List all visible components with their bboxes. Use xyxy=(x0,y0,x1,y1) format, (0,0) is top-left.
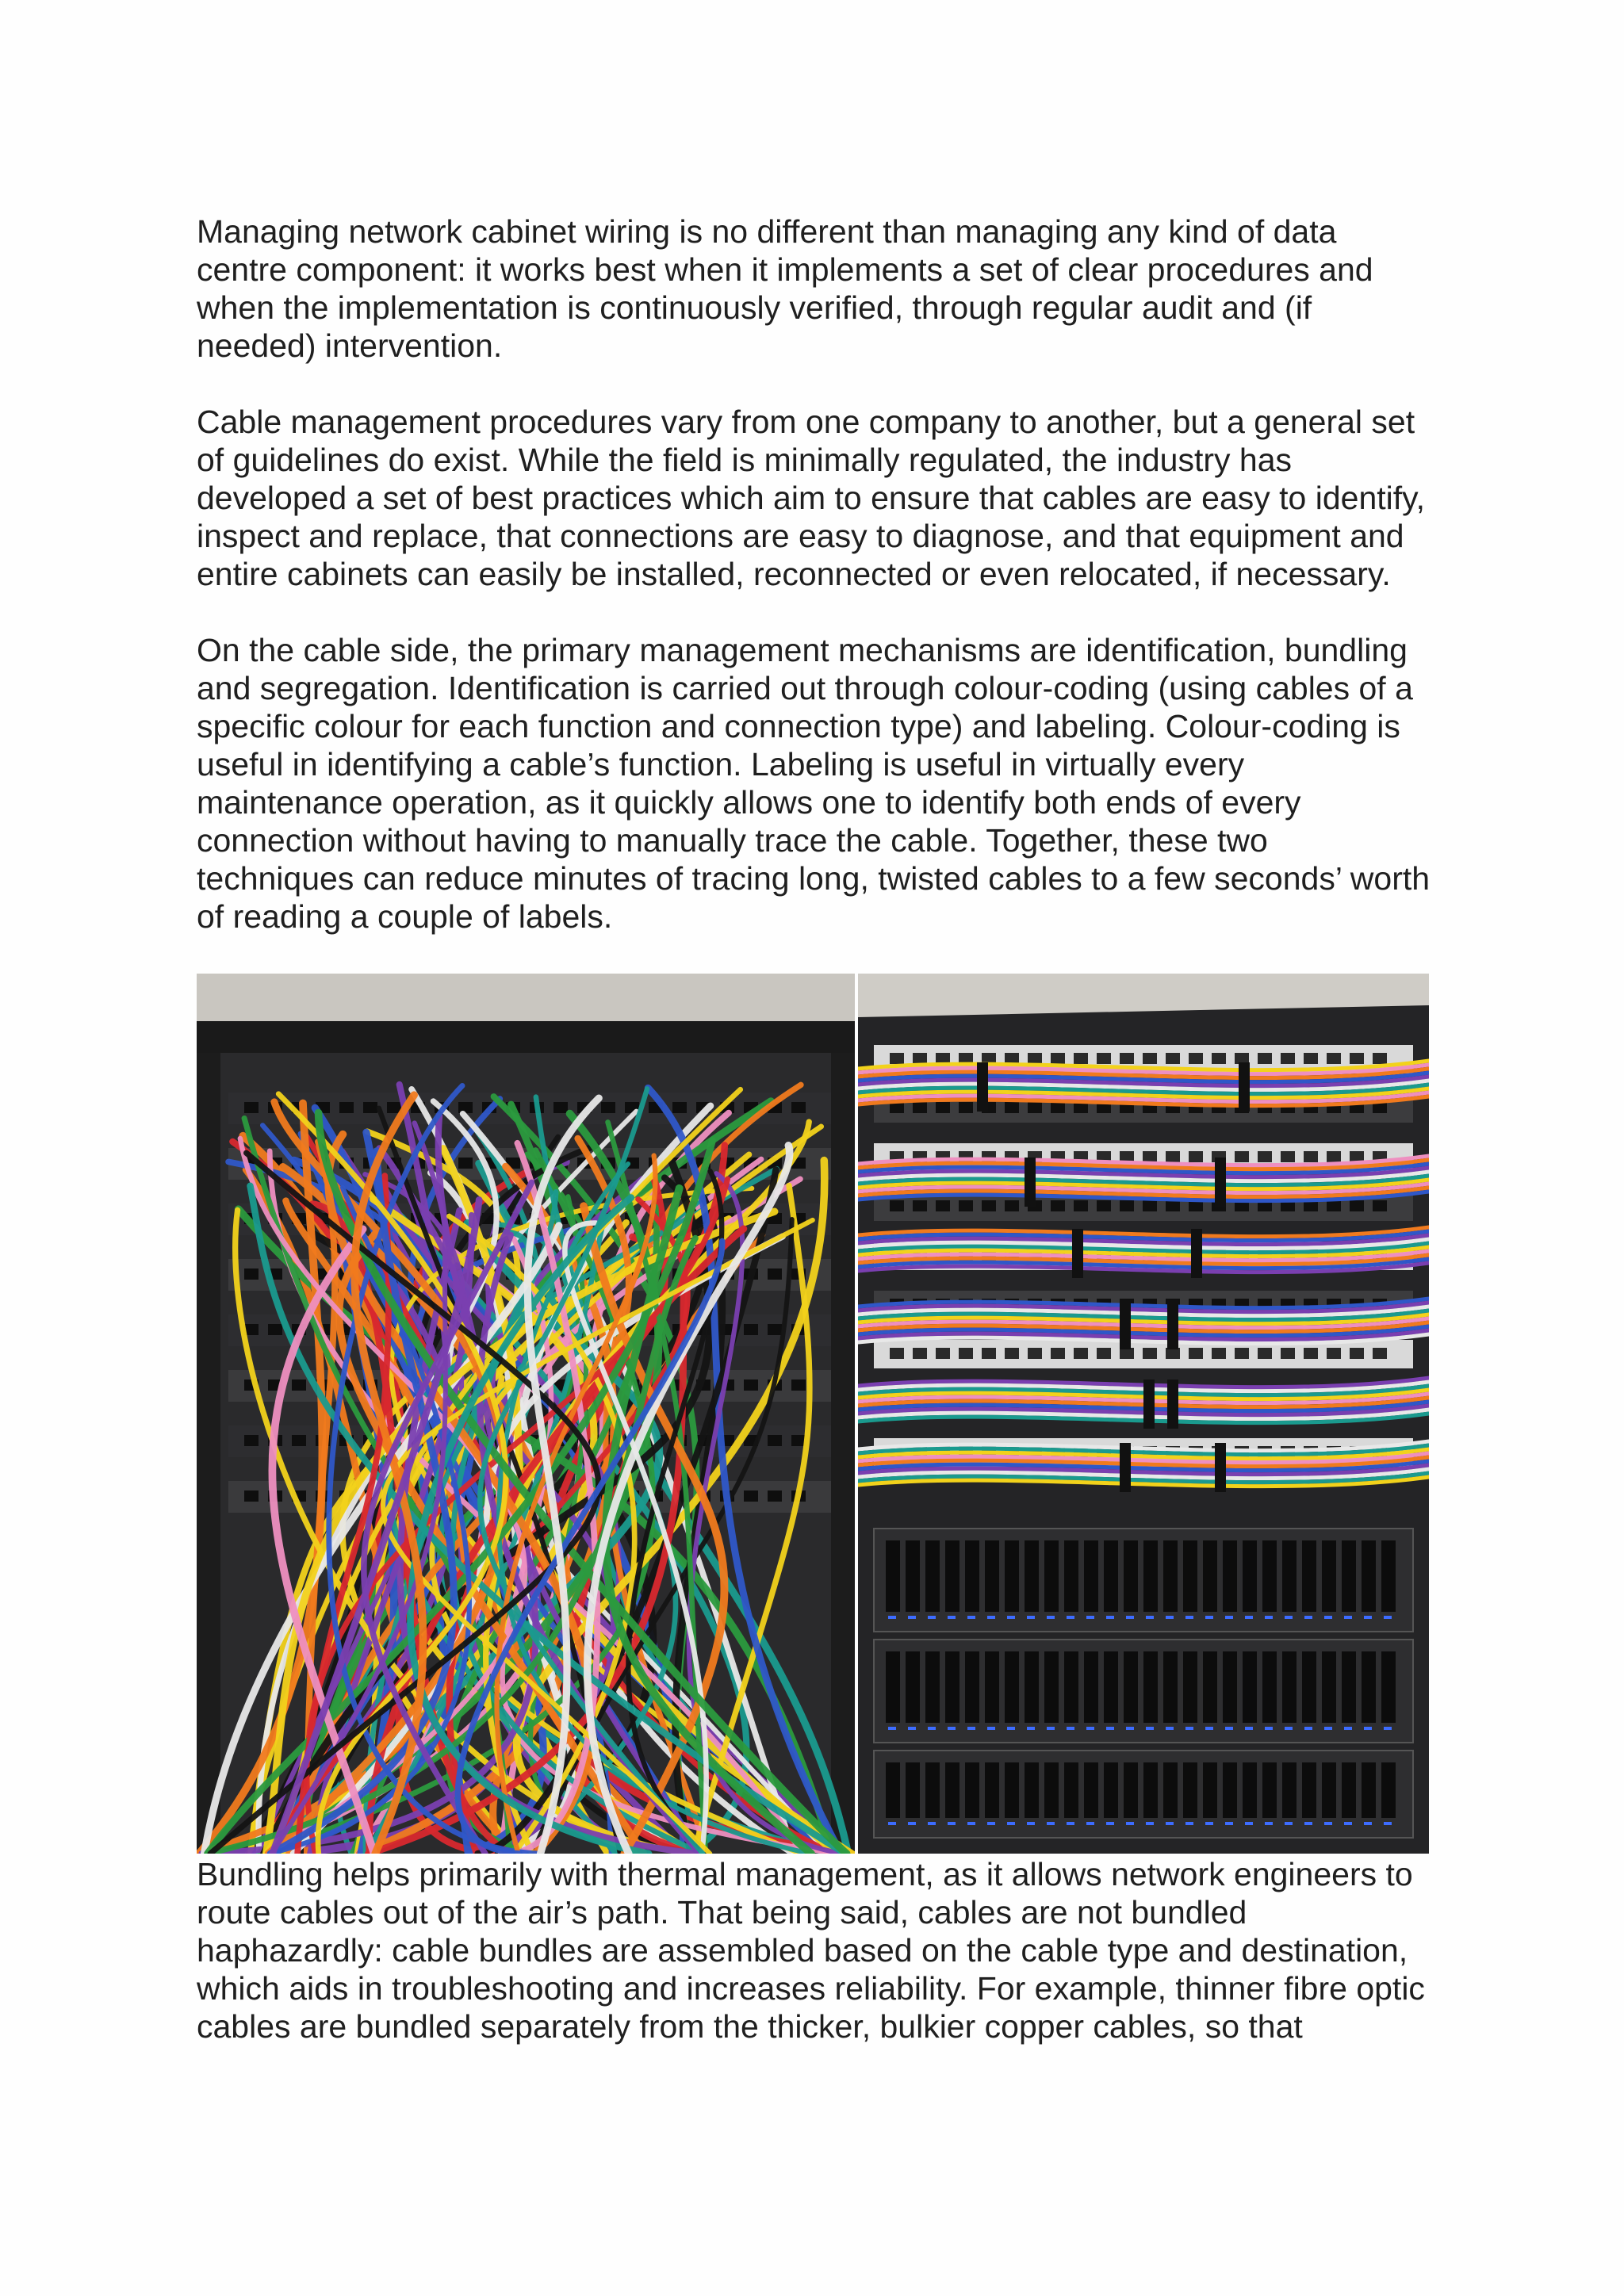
paragraph-identification: On the cable side, the primary management mechanisms are identification, bundling and segregation. Identification is carried out through colour-coding (using cables of a specific colour for each function and connection type) and labeling. Colour-coding is useful in identifying a cable’s function. Labeling is useful in virtually every maintenance operation, as it quickly allows one to identify both ends of every connection without having to manually trace the cable. Together, these two techniques can reduce minutes of tracing long, twisted cables to a few seconds’ worth of reading a couple of labels. xyxy=(197,632,1431,935)
paragraph-bundling: Bundling helps primarily with thermal management, as it allows network engineers to route cables out of the air’s path. That being said, cables are not bundled haphazardly: cable bundles are assembled based on the cable type and destination, which aids in troubleshooting and increases reliability. For example, thinner fibre optic cables are bundled separately from the thicker, bulkier copper cables, so that xyxy=(197,1856,1425,2045)
messy-cables-illustration xyxy=(197,974,855,1854)
messy-cabinet-photo xyxy=(197,974,855,1854)
paragraph-procedures: Cable management procedures vary from one company to another, but a general set of guidelines do exist. While the field is minimally regulated, the industry has developed a set of best practices which aim to ensure that cables are easy to identify, inspect and replace, that connections are easy to diagnose, and that equipment and entire cabinets can easily be installed, reconnected or even relocated, if necessary. xyxy=(197,404,1425,592)
document-page xyxy=(197,212,1434,2084)
paragraph-intro: Managing network cabinet wiring is no different than managing any kind of data centre component: it works best when it implements a set of clear procedures and when the implementation is continuously verified, through regular audit and (if needed) intervention. xyxy=(197,213,1373,364)
organized-cabinet-photo xyxy=(858,974,1429,1854)
cabinet-comparison-figure xyxy=(197,974,1429,1854)
organized-cables-illustration xyxy=(858,974,1429,1854)
